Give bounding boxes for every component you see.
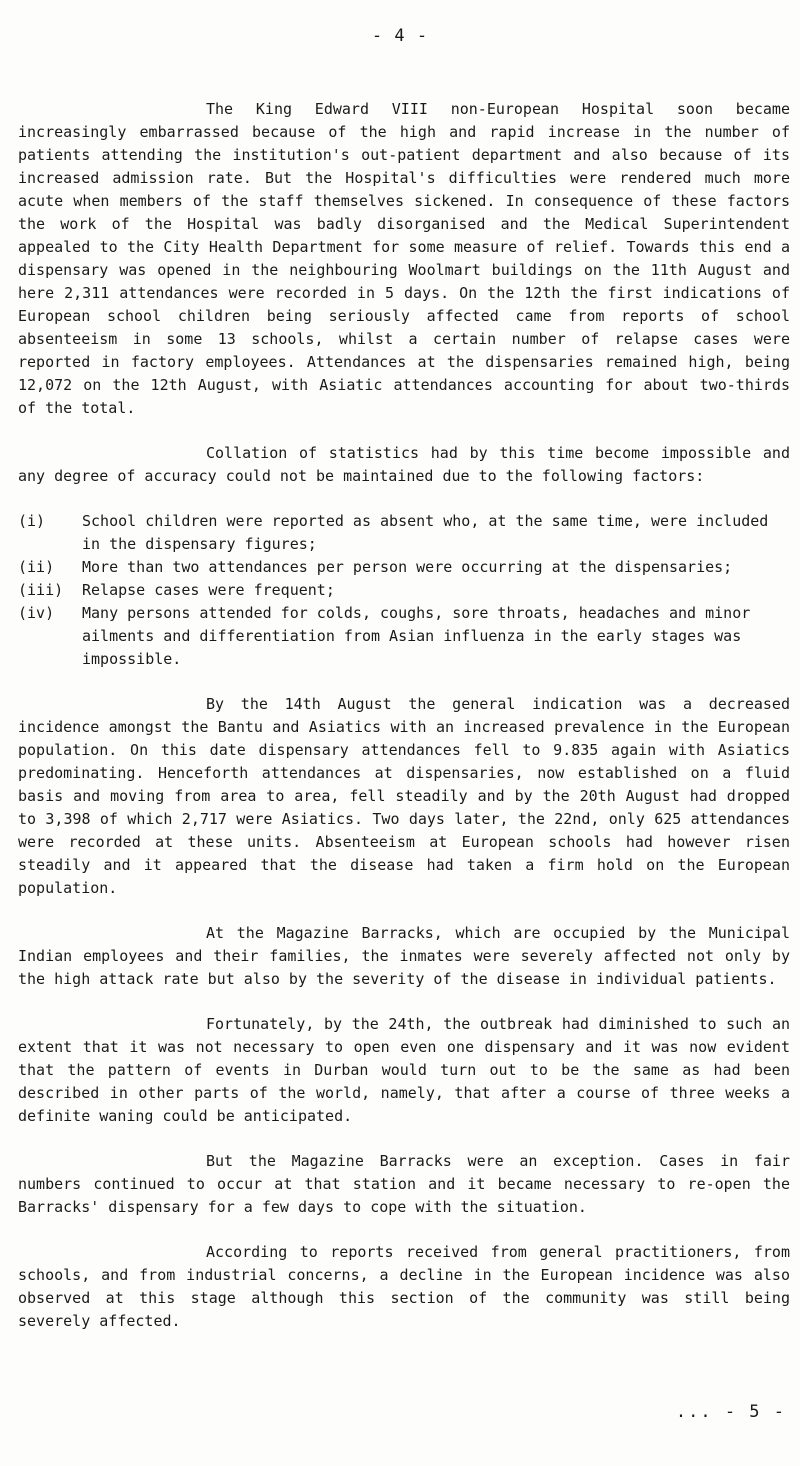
paragraph-exception: But the Magazine Barracks were an exception. Cases in fair numbers continued to occur at that station and it became necessary to re-open the Barracks' dispensary for a few days to cope with the situation. [18, 1152, 790, 1216]
list-item [18, 602, 790, 671]
list-item-number: (ii) [18, 558, 55, 576]
list-item [18, 510, 790, 556]
paragraph-14th-august: By the 14th August the general indication was a decreased incidence amongst the Bantu and Asiatics with an increased prevalence in the European population. On this date dispensary attendances fell to 9.835 again with Asiatics predominating. Henceforth attendances at dispensaries, now established on a fluid basis and moving from area to area, fell steadily and by the 20th August had dropped to 3,398 of which 2,717 were Asiatics. Two days later, the 22nd, only 625 attendances were recorded at these units. Absenteeism at European schools had however risen steadily and it appeared that the disease had taken a firm hold on the European population. [18, 695, 790, 897]
paragraph-collation: Collation of statistics had by this time become impossible and any degree of accuracy could not be maintained due to the following factors: [18, 444, 790, 485]
continuation-marker: ... - 5 - [675, 1402, 786, 1422]
paragraph-practitioners: According to reports received from general practitioners, from schools, and from industrial concerns, a decline in the European incidence was also observed at this stage although this section of the community was still being severely affected. [18, 1243, 790, 1330]
list-item [18, 579, 790, 602]
list-item [18, 556, 790, 579]
paragraph-hospital: The King Edward VIII non-European Hospital soon became increasingly embarrassed because of the high and rapid increase in the number of patients attending the institution's out-patient department and also because of its increased admission rate. But the Hospital's difficulties were rendered much more acute when members of the staff themselves sickened. In consequence of these factors the work of the Hospital was badly disorganised and the Medical Superintendent appealed to the City Health Department for some measure of relief. Towards this end a dispensary was opened in the neighbouring Woolmart buildings on the 11th August and here 2,311 attendances were recorded in 5 days. On the 12th the first indications of European school children being seriously affected came from reports of school absenteeism in some 13 schools, whilst a certain number of relapse cases were reported in factory employees. Attendances at the dispensaries remained high, being 12,072 on the 12th August, with Asiatic attendances accounting for about two-thirds of the total. [18, 100, 790, 417]
paragraph-24th: Fortunately, by the 24th, the outbreak had diminished to such an extent that it was not necessary to open even one dispensary and it was now evident that the pattern of events in Durban would turn out to be the same as had been described in other parts of the world, namely, that after a course of three weeks a definite waning could be anticipated. [18, 1015, 790, 1125]
list-item-number: (iii) [18, 581, 64, 599]
list-item-number: (i) [18, 512, 46, 530]
page-number: - 4 - [371, 26, 429, 46]
document-body [18, 98, 790, 1355]
list-item-text: School children were reported as absent who, at the same time, were included in the dispensary figures; [82, 512, 769, 553]
factors-list [18, 510, 790, 671]
list-item-number: (iv) [18, 604, 55, 622]
list-item-text: More than two attendances per person were occurring at the dispensaries; [82, 558, 733, 576]
list-item-text: Relapse cases were frequent; [82, 581, 335, 599]
paragraph-magazine-barracks: At the Magazine Barracks, which are occupied by the Municipal Indian employees and their families, the inmates were severely affected not only by the high attack rate but also by the severity of the disease in individual patients. [18, 924, 790, 988]
list-item-text: Many persons attended for colds, coughs, sore throats, headaches and minor ailments and differentiation from Asian influenza in the early stages was impossible. [82, 604, 751, 668]
